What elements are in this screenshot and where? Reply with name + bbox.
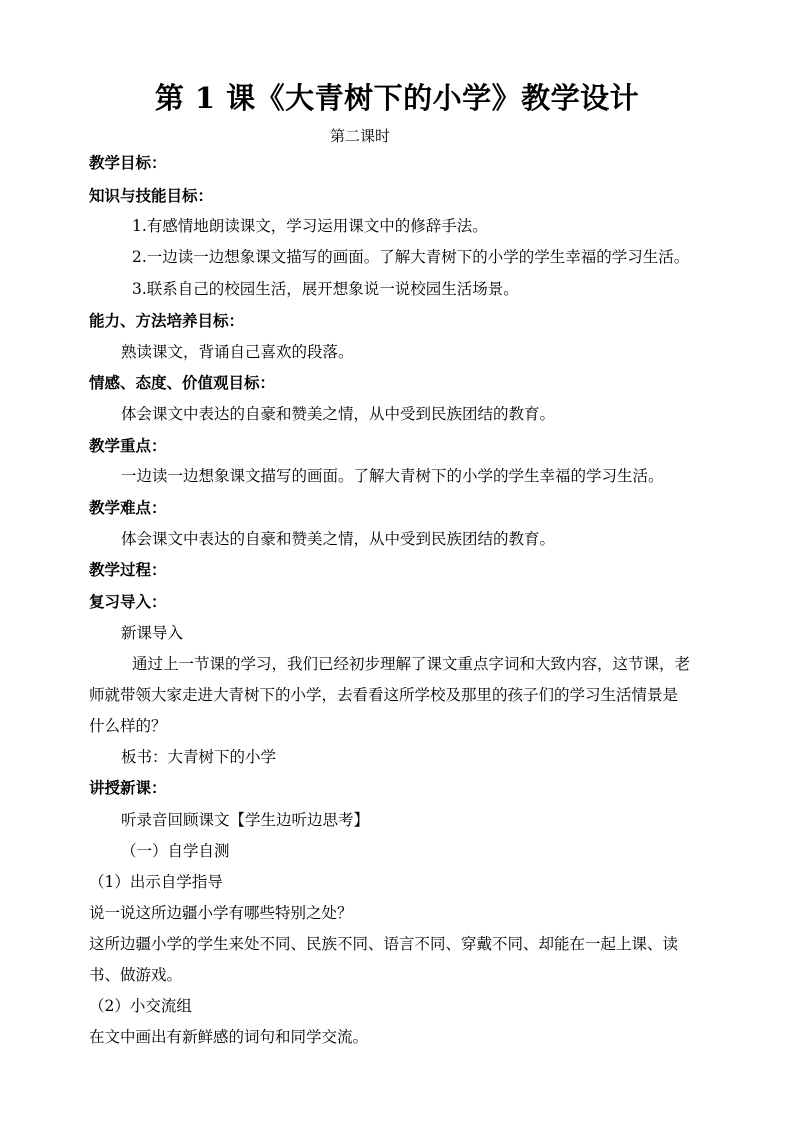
listen-recording-text: 听录音回顾课文【学生边听边思考】: [121, 811, 370, 829]
heading-emotion-value-goals: 情感、态度、价值观目标：: [89, 373, 276, 392]
heading-ability-method-goals: 能力、方法培养目标：: [89, 311, 245, 330]
heading-teaching-goals: 教学目标：: [89, 153, 167, 172]
goal-item-3: 3.联系自己的校园生活，展开想象说一说校园生活场景。: [132, 280, 519, 298]
answer-line-1: 这所边疆小学的学生来处不同、民族不同、语言不同、穿戴不同、却能在一起上课、读: [89, 935, 679, 953]
teaching-focus-text: 一边读一边想象课文描写的画面。了解大青树下的小学的学生幸福的学习生活。: [121, 467, 664, 485]
heading-review-intro: 复习导入：: [89, 592, 167, 611]
emotion-goal-text: 体会课文中表达的自豪和赞美之情，从中受到民族团结的教育。: [121, 405, 556, 423]
blackboard-note: 板书：大青树下的小学: [121, 748, 277, 766]
intro-paragraph-line-3: 什么样的？: [89, 717, 167, 735]
heading-teaching-focus: 教学重点：: [89, 436, 167, 455]
answer-line-2: 书、做游戏。: [89, 966, 183, 984]
document-subtitle: 第二课时: [329, 127, 390, 145]
self-study-guide-label: （1）出示自学指导: [89, 873, 223, 891]
new-lesson-intro-label: 新课导入: [121, 624, 184, 642]
document-title: 第 1 课《大青树下的小学》教学设计: [154, 81, 640, 115]
group-exchange-text: 在文中画出有新鲜感的词句和同学交流。: [89, 1028, 369, 1046]
teaching-difficulty-text: 体会课文中表达的自豪和赞美之情，从中受到民族团结的教育。: [121, 530, 556, 548]
ability-goal-text: 熟读课文，背诵自己喜欢的段落。: [121, 343, 354, 361]
self-study-section-label: （一）自学自测: [121, 842, 230, 860]
goal-item-1: 1.有感情地朗读课文，学习运用课文中的修辞手法。: [132, 217, 488, 235]
group-exchange-label: （2）小交流组: [89, 997, 192, 1015]
intro-paragraph-line-2: 师就带领大家走进大青树下的小学，去看看这所学校及那里的孩子们的学习生活情景是: [89, 686, 679, 704]
heading-teaching-difficulty: 教学难点：: [89, 498, 167, 517]
goal-item-2: 2.一边读一边想象课文描写的画面。了解大青树下的小学的学生幸福的学习生活。: [132, 248, 690, 266]
question-text: 说一说这所边疆小学有哪些特别之处？: [89, 904, 353, 922]
heading-new-lesson: 讲授新课：: [89, 778, 167, 797]
heading-teaching-process: 教学过程：: [89, 560, 167, 579]
heading-knowledge-skill-goals: 知识与技能目标：: [89, 186, 214, 205]
intro-paragraph-line-1: 通过上一节课的学习，我们已经初步理解了课文重点字词和大致内容，这节课，老: [132, 655, 691, 673]
